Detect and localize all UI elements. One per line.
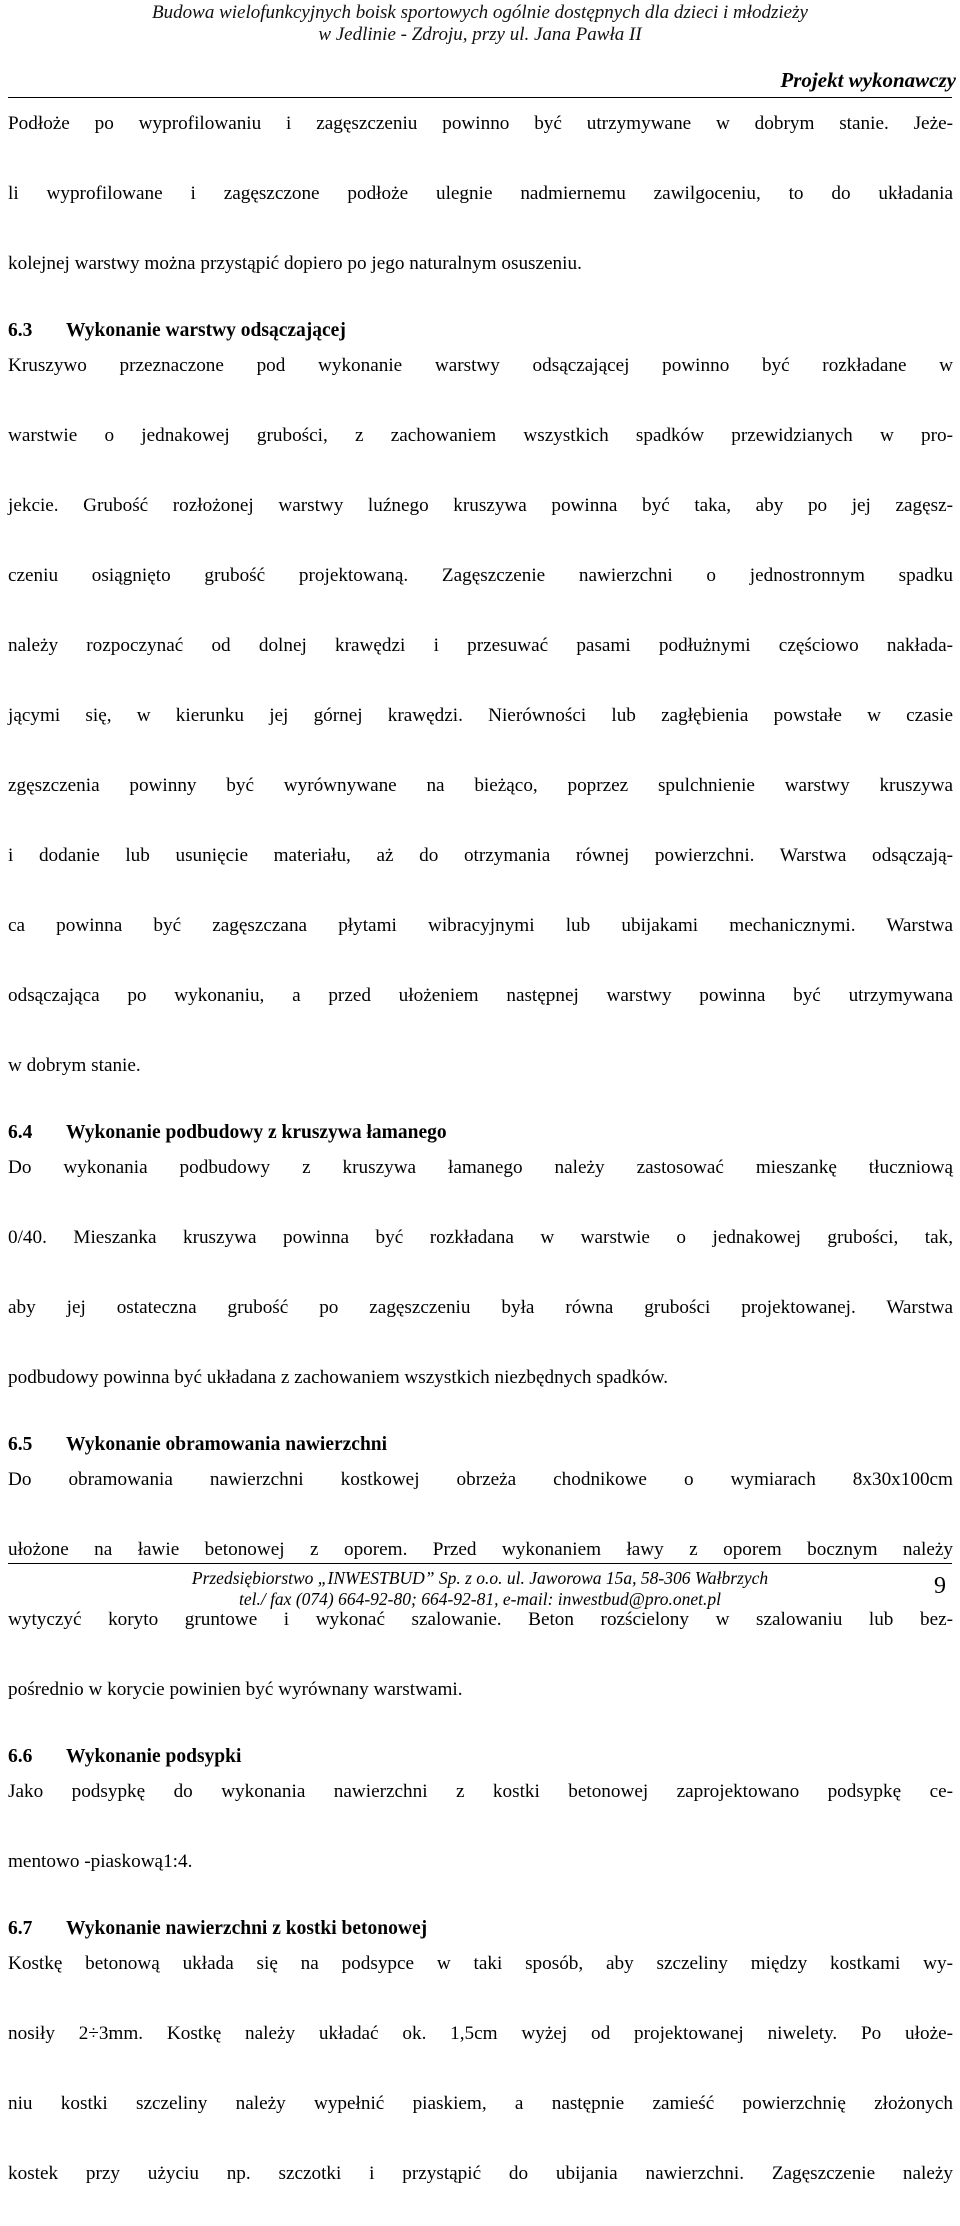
footer-divider [8,1563,952,1564]
text-line: ca powinna być zagęszczana płytami wibracyjnymi lub ubijakami mechanicznymi. Warstwa [8,915,953,936]
section-title: Wykonanie nawierzchni z kostki betonowej [66,1918,428,1939]
text-line: podbudowy powinna być układana z zachowaniem wszystkich niezbędnych spadków. [8,1367,669,1388]
text-line: jącymi się, w kierunku jej górnej krawędzi. Nierówności lub zagłębienia powstałe w czasie [8,705,953,726]
text-line: 0/40. Mieszanka kruszywa powinna być rozkładana w warstwie o jednakowej grubości, tak, [8,1227,953,1248]
text-line: zgęszczenia powinny być wyrównywane na bieżąco, poprzez spulchnienie warstwy kruszywa [8,775,953,796]
header-divider [8,97,952,98]
footer-contact: tel./ fax (074) 664-92-80; 664-92-81, e-mail: inwestbud@pro.onet.pl [238,1589,722,1609]
section-heading [8,1428,953,1462]
text-line: Do obramowania nawierzchni kostkowej obrzeża chodnikowe o wymiarach 8x30x100cm [8,1469,953,1490]
text-line: i dodanie lub usunięcie materiału, aż do otrzymania równej powierzchni. Warstwa odsączają- [8,845,953,866]
text-line: nosiły 2÷3mm. Kostkę należy układać ok. 1,5cm wyżej od projektowanej niwelety. Po ułoże- [8,2023,953,2044]
text-line: Kostkę betonową układa się na podsypce w taki sposób, aby szczeliny między kostkami wy- [8,1953,953,1974]
text-line: Podłoże po wyprofilowaniu i zagęszczeniu powinno być utrzymywane w dobrym stanie. Jeże- [8,113,953,134]
section-number: 6.3 [8,320,33,341]
text-line: kostek przy użyciu np. szczotki i przystąpić do ubijania nawierzchni. Zagęszczenie należy [8,2163,953,2184]
text-line: Do wykonania podbudowy z kruszywa łamanego należy zastosować mieszankę tłuczniową [8,1157,953,1178]
header-title: Budowa wielofunkcyjnych boisk sportowych ogólnie dostępnych dla dzieci i młodzieży [152,2,808,23]
page-number: 9 [934,1573,946,1599]
section-6-6 [8,1740,953,1879]
section-number: 6.7 [8,1918,33,1939]
section-heading [8,1116,953,1150]
text-line: Kruszywo przeznaczone pod wykonanie warstwy odsączającej powinno być rozkładane w [8,355,953,376]
text-line: kolejnej warstwy można przystąpić dopiero po jego naturalnym osuszeniu. [8,253,582,274]
text-line: czeniu osiągnięto grubość projektowaną. Zagęszczenie nawierzchni o jednostronnym spadku [8,565,953,586]
text-line: wytyczyć koryto gruntowe i wykonać szalowanie. Beton rozścielony w szalowaniu lub bez- [8,1609,953,1630]
project-label: Projekt wykonawczy [780,68,956,92]
intro-paragraph [8,106,953,281]
section-title: Wykonanie obramowania nawierzchni [66,1434,388,1455]
section-title: Wykonanie podbudowy z kruszywa łamanego [66,1122,447,1143]
text-line: niu kostki szczeliny należy wypełnić piaskiem, a następnie zamieść powierzchnię złożonych [8,2093,953,2114]
section-number: 6.6 [8,1746,33,1767]
section-title: Wykonanie warstwy odsączającej [66,320,346,341]
section-heading [8,314,953,348]
text-line: aby jej ostateczna grubość po zagęszczeniu była równa grubości projektowanej. Warstwa [8,1297,953,1318]
text-line: pośrednio w korycie powinien być wyrównany warstwami. [8,1679,463,1700]
text-line: jekcie. Grubość rozłożonej warstwy luźnego kruszywa powinna być taka, aby po jej zagęsz- [8,495,953,516]
header-location: w Jedlinie - Zdroju, przy ul. Jana Pawła II [318,24,642,45]
text-line: li wyprofilowane i zagęszczone podłoże ulegnie nadmiernemu zawilgoceniu, to do układania [8,183,953,204]
section-title: Wykonanie podsypki [66,1746,242,1767]
text-line: Jako podsypkę do wykonania nawierzchni z kostki betonowej zaprojektowano podsypkę ce- [8,1781,953,1802]
section-6-4 [8,1116,953,1395]
text-line: odsączająca po wykonaniu, a przed ułożeniem następnej warstwy powinna być utrzymywana [8,985,953,1006]
text-line: w dobrym stanie. [8,1055,141,1076]
text-line: ułożone na ławie betonowej z oporem. Przed wykonaniem ławy z oporem bocznym należy [8,1539,953,1560]
section-number: 6.5 [8,1434,33,1455]
section-6-7 [8,1912,953,2226]
document-body [8,106,953,2226]
text-line: mentowo -piaskową1:4. [8,1851,193,1872]
text-line: należy rozpoczynać od dolnej krawędzi i przesuwać pasami podłużnymi częściowo nakłada- [8,635,953,656]
text-line: warstwie o jednakowej grubości, z zachowaniem wszystkich spadków przewidzianych w pro- [8,425,953,446]
section-heading [8,1740,953,1774]
section-heading [8,1912,953,1946]
section-number: 6.4 [8,1122,33,1143]
footer-company: Przedsiębiorstwo „INWESTBUD” Sp. z o.o. ul. Jaworowa 15a, 58-306 Wałbrzych [191,1568,769,1588]
section-6-3 [8,314,953,1083]
